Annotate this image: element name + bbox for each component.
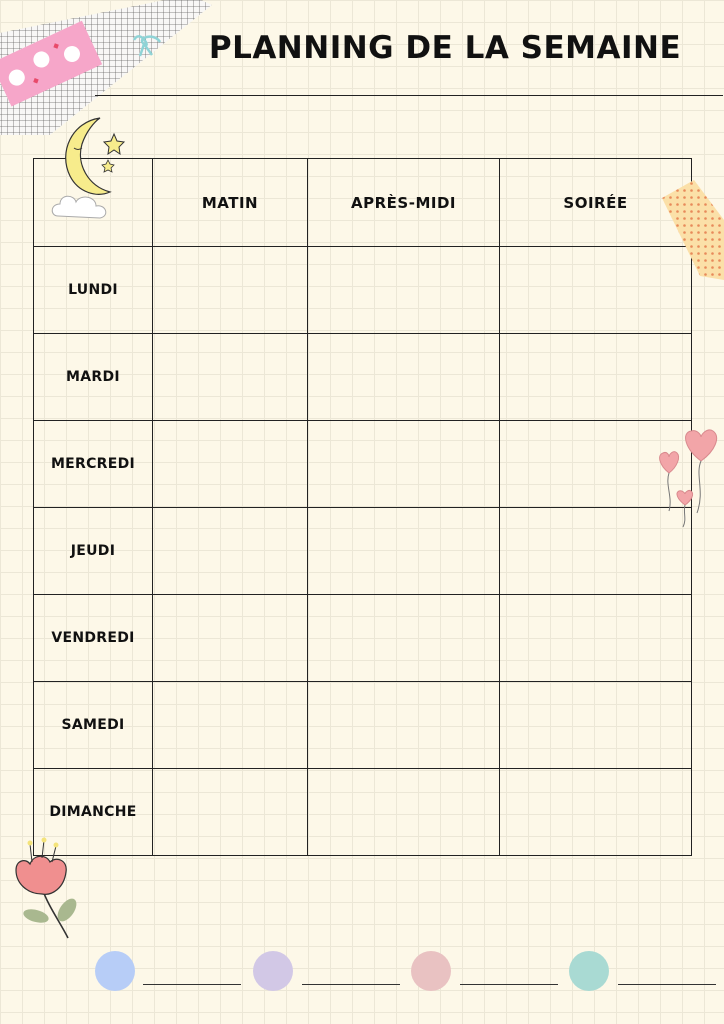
day-label: MARDI	[34, 334, 153, 421]
table-row	[34, 769, 692, 856]
legend-line-teal[interactable]	[618, 984, 716, 985]
legend-dot-blue	[95, 951, 135, 991]
header-matin: MATIN	[153, 159, 308, 247]
table-row	[34, 595, 692, 682]
cell-jeudi-apres-midi[interactable]	[308, 508, 500, 595]
day-label: LUNDI	[34, 247, 153, 334]
legend-line-blue[interactable]	[143, 984, 241, 985]
cell-mercredi-apres-midi[interactable]	[308, 421, 500, 508]
dotted-tape-icon	[660, 180, 724, 280]
legend-line-purple[interactable]	[302, 984, 400, 985]
tulip-icon	[12, 836, 82, 942]
cell-samedi-matin[interactable]	[153, 682, 308, 769]
table-row	[34, 247, 692, 334]
legend-dot-teal	[569, 951, 609, 991]
weekly-planner-table	[33, 158, 692, 856]
day-label: DIMANCHE	[34, 769, 153, 856]
page-title: PLANNING DE LA SEMAINE	[208, 30, 682, 66]
cell-dimanche-soiree[interactable]	[500, 769, 692, 856]
cell-samedi-apres-midi[interactable]	[308, 682, 500, 769]
cell-vendredi-soiree[interactable]	[500, 595, 692, 682]
title-divider	[95, 95, 723, 96]
legend-dot-purple	[253, 951, 293, 991]
header-soiree: SOIRÉE	[500, 159, 692, 247]
cell-mardi-apres-midi[interactable]	[308, 334, 500, 421]
heart-balloons-icon	[655, 425, 721, 529]
cell-dimanche-apres-midi[interactable]	[308, 769, 500, 856]
cell-vendredi-apres-midi[interactable]	[308, 595, 500, 682]
cell-samedi-soiree[interactable]	[500, 682, 692, 769]
table-row	[34, 334, 692, 421]
cell-mercredi-matin[interactable]	[153, 421, 308, 508]
day-label: MERCREDI	[34, 421, 153, 508]
cell-mardi-matin[interactable]	[153, 334, 308, 421]
cell-lundi-apres-midi[interactable]	[308, 247, 500, 334]
table-row	[34, 508, 692, 595]
header-apres-midi: APRÈS-MIDI	[308, 159, 500, 247]
ribbon-icon	[130, 30, 166, 58]
moon-cloud-icon	[48, 112, 134, 230]
cell-lundi-matin[interactable]	[153, 247, 308, 334]
cell-vendredi-matin[interactable]	[153, 595, 308, 682]
cell-mardi-soiree[interactable]	[500, 334, 692, 421]
cell-jeudi-matin[interactable]	[153, 508, 308, 595]
day-label: VENDREDI	[34, 595, 153, 682]
legend-dot-pink	[411, 951, 451, 991]
legend-line-pink[interactable]	[460, 984, 558, 985]
day-label: SAMEDI	[34, 682, 153, 769]
day-label: JEUDI	[34, 508, 153, 595]
table-row	[34, 421, 692, 508]
table-row	[34, 682, 692, 769]
cell-dimanche-matin[interactable]	[153, 769, 308, 856]
